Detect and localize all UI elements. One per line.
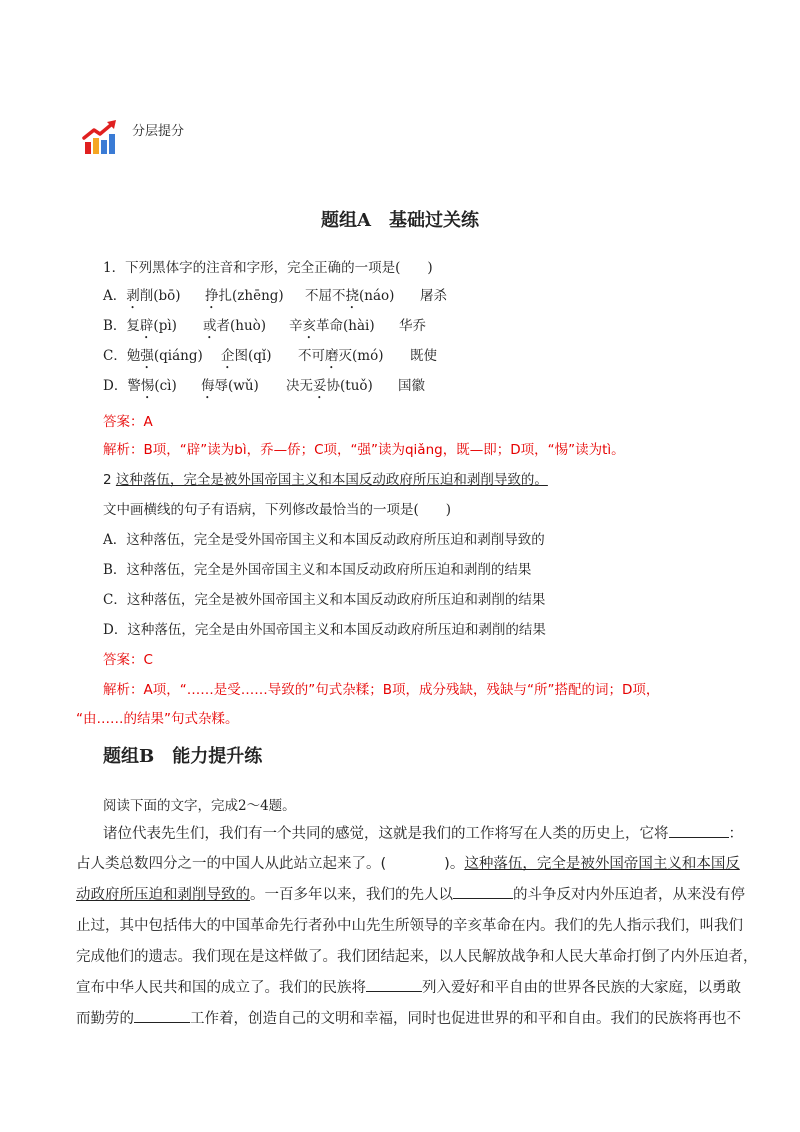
q1-option-d-word4: 国徽: [398, 378, 425, 394]
passage-line-5: 完成他们的遗志。我们现在是这样做了。我们团结起来，以人民解放战争和人民大革命打倒了内外压迫者，: [76, 949, 758, 965]
passage-text: 而勤劳的: [76, 1011, 134, 1027]
q2-option-b: B．这种落伍，完全是外国帝国主义和本国反动政府所压迫和剥削的结果: [103, 562, 532, 578]
q1-stem: 1．下列黑体字的注音和字形，完全正确的一项是( ): [103, 260, 433, 276]
q1-option-c: [103, 344, 203, 372]
option-text: C．勉: [103, 348, 141, 364]
q1-option-c-word2: [221, 344, 272, 372]
passage-text: 的斗争反对内外压迫者，从来没有停: [513, 887, 745, 903]
q1-option-a: [103, 284, 181, 312]
option-text: 扎(zhēng): [218, 288, 284, 304]
passage-line-7: [76, 1007, 741, 1028]
passage-line-3: [76, 883, 745, 904]
passage-line-6: [76, 976, 741, 997]
passage-text: 列入爱好和平自由的世界各民族的大家庭，以勇敢: [422, 980, 741, 996]
q1-option-a-word3: [305, 284, 394, 312]
q1-option-c-word3: [298, 344, 383, 372]
q2-option-d: D．这种落伍，完全是由外国帝国主义和本国反动政府所压迫和剥削的结果: [103, 622, 546, 638]
option-text: 不屈不: [305, 288, 346, 304]
bold-char: 强: [140, 348, 154, 364]
group-a-title: 题组A 基础过关练: [321, 210, 479, 231]
option-text: 削(bō): [139, 288, 181, 304]
q1-option-a-word2: [205, 284, 284, 312]
q1-analysis: 解析：B项，“辟”读为bì，乔—侨；C项，“强”读为qiǎng，既—即；D项，“惕”读为tì。: [103, 442, 625, 458]
option-text: 决无: [286, 378, 313, 394]
underlined-sentence: 这种落伍，完全是被外国帝国主义和本国反动政府所压迫和剥削导致的。: [115, 472, 548, 488]
q1-option-b-word3: [289, 314, 375, 342]
group-b-intro: 阅读下面的文字，完成2～4题。: [103, 798, 296, 814]
option-letter: A．: [103, 288, 127, 304]
underlined-sentence: 动政府所压迫和剥削导致的: [76, 887, 250, 903]
option-text: (qiáng): [153, 348, 203, 364]
bold-char: 侮: [201, 378, 215, 394]
bold-char: 磨: [325, 348, 339, 364]
passage-text: 宣布中华人民共和国的成立了。我们的民族将: [76, 980, 366, 996]
option-text: 灭(mó): [338, 348, 384, 364]
q1-option-b: [103, 314, 177, 342]
header-label: 分层提分: [132, 124, 185, 139]
bold-char: 企: [221, 348, 235, 364]
q1-option-c-word4: 既使: [410, 348, 437, 364]
rising-chart-icon: [82, 118, 122, 156]
option-text: 辛: [289, 318, 303, 334]
q2-option-c: C．这种落伍，完全是被外国帝国主义和本国反动政府所压迫和剥削的结果: [103, 592, 546, 608]
question-number: 2: [103, 472, 112, 488]
option-text: 不可: [298, 348, 325, 364]
bold-char: 亥: [302, 318, 316, 334]
bold-char: 或: [203, 318, 217, 334]
q2-analysis-line2: “由……的结果”句式杂糅。: [76, 711, 239, 727]
option-text: 协(tuǒ): [326, 378, 373, 394]
passage-text: 。一百多年以来，我们的先人以: [250, 887, 453, 903]
option-text: 革命(hài): [316, 318, 375, 334]
q2-sentence: [103, 468, 548, 488]
blank-3: [366, 978, 422, 992]
q1-answer: 答案：A: [103, 414, 153, 430]
blank-2: [453, 885, 513, 899]
q1-option-a-word4: 屠杀: [420, 288, 447, 304]
passage-text: )。: [444, 856, 465, 872]
q1-option-b-word4: 华乔: [399, 318, 426, 334]
q2-option-a: A．这种落伍，完全是受外国帝国主义和本国反动政府所压迫和剥削导致的: [103, 532, 545, 548]
passage-line-1: [103, 822, 743, 843]
blank-1: [669, 824, 729, 838]
q1-option-d: [103, 374, 177, 402]
passage-text: 工作着，创造自己的文明和幸福，同时也促进世界的和平和自由。我们的民族将再也不: [190, 1011, 741, 1027]
bold-char: 挣: [205, 288, 219, 304]
q1-option-d-word3: [286, 374, 373, 402]
passage-text: ：: [728, 826, 743, 842]
bold-char: 惕: [140, 378, 155, 394]
q1-option-b-word2: [203, 314, 266, 342]
group-b-title: 题组B 能力提升练: [103, 746, 263, 767]
passage-line-4: 止过，其中包括伟大的中国革命先行者孙中山先生所领导的辛亥革命在内。我们的先人指示我们，叫我们: [76, 918, 743, 934]
bold-char: 辟: [139, 318, 154, 334]
option-text: D．警: [103, 378, 141, 394]
bold-char: 剥: [126, 288, 140, 304]
option-text: 图(qǐ): [234, 348, 272, 364]
option-text: 辱(wǔ): [214, 378, 259, 394]
passage-text: 占人类总数四分之一的中国人从此站立起来了。(: [76, 856, 387, 872]
option-text: (náo): [359, 288, 395, 304]
passage-text: 诸位代表先生们，我们有一个共同的感觉，这就是我们的工作将写在人类的历史上，它将: [103, 826, 669, 842]
q1-option-d-word2: [201, 374, 259, 402]
option-text: B．复: [103, 318, 140, 334]
q2-answer: 答案：C: [103, 652, 153, 668]
underlined-sentence: 这种落伍，完全是被外国帝国主义和本国反: [464, 856, 740, 872]
option-text: 者(huò): [216, 318, 267, 334]
option-text: (pì): [153, 318, 177, 334]
q2-stem: 文中画横线的句子有语病，下列修改最恰当的一项是( ): [103, 502, 452, 518]
bold-char: 妥: [313, 378, 327, 394]
q2-analysis-line1: 解析：A项，“……是受……导致的”句式杂糅；B项，成分残缺，残缺与“所”搭配的词；D项，: [103, 682, 660, 698]
blank-4: [134, 1009, 190, 1023]
bold-char: 挠: [345, 288, 359, 304]
passage-line-2: [76, 852, 740, 873]
option-text: (cì): [154, 378, 177, 394]
